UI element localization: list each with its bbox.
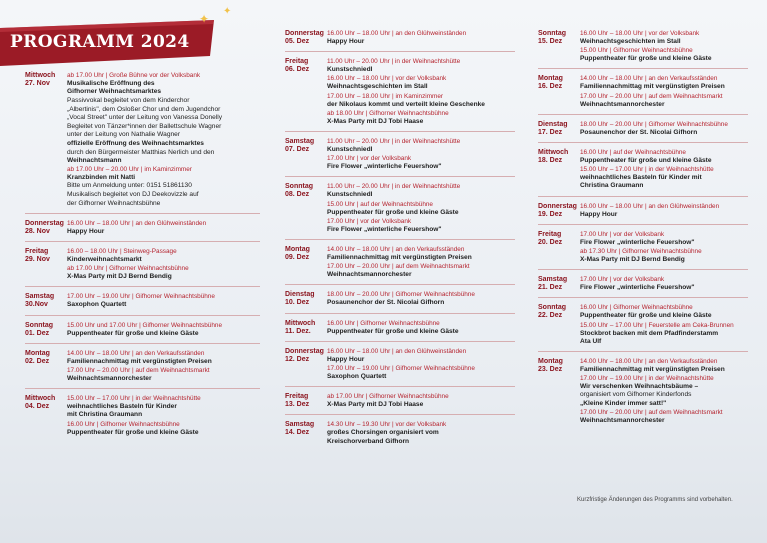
date-label: 22. Dez xyxy=(538,312,563,320)
date-label: 05. Dez xyxy=(285,38,310,45)
event-item xyxy=(67,97,260,122)
day-entry xyxy=(538,229,748,270)
event-text: Musikalische Eröffnung des xyxy=(67,80,155,87)
event-time-location: 16.00 Uhr – 18.00 Uhr | an den Glühweinständen xyxy=(327,30,467,37)
event-time-location: 11.00 Uhr – 20.00 Uhr | in der Weihnachtshütte xyxy=(327,138,461,146)
day-events xyxy=(580,30,748,64)
event-text: Puppentheater für große und kleine Gäste xyxy=(327,208,459,216)
event-item xyxy=(67,395,260,419)
event-text: Passivvokal begleitet von dem Kinderchor xyxy=(67,97,190,105)
event-item xyxy=(327,246,515,262)
day-date xyxy=(285,138,327,172)
event-text: Saxophon Quartett xyxy=(67,301,127,309)
event-time-location: ab 17.00 Uhr | Gifhorner Weihnachtsbühne xyxy=(67,265,189,273)
day-events xyxy=(67,322,260,339)
event-text: Weihnachtsmannorchester xyxy=(67,375,152,383)
event-text: Puppentheater für große und kleine Gäste xyxy=(67,329,199,337)
event-text: Posaunenchor der St. Nicolai Gifhorn xyxy=(327,299,445,307)
event-text: mit Christina Graumann xyxy=(67,411,143,419)
event-time-location: 14.00 Uhr – 18.00 Uhr | an den Verkaufsständen xyxy=(580,358,718,366)
day-entry xyxy=(285,56,515,132)
event-time-location: 14.00 Uhr – 18.00 Uhr | an den Verkaufsständen xyxy=(67,349,205,357)
day-events xyxy=(327,393,515,410)
event-item xyxy=(67,322,260,338)
event-text: unter der Leitung von Nathalie Wagner xyxy=(67,131,181,139)
event-text: Musikalisch begleitet von DJ Deekovizzle auf xyxy=(67,191,199,199)
event-item xyxy=(327,138,515,154)
event-text: Familiennachmittag mit vergünstigten Preisen xyxy=(327,254,472,262)
day-events xyxy=(580,304,748,347)
event-item xyxy=(580,231,748,247)
event-text: organisiert vom Gifhorner Kinderfonds xyxy=(580,391,692,399)
event-time-location: 17.00 Uhr – 20.00 Uhr | auf dem Weihnachtsmarkt xyxy=(327,263,470,271)
program-title: PROGRAMM 2024 xyxy=(10,32,190,52)
day-entry xyxy=(285,244,515,285)
event-text: „Albertinis", dem Osloßer Chor und dem Jugendchor xyxy=(67,105,221,113)
day-date xyxy=(538,304,580,347)
event-item xyxy=(67,123,260,139)
event-item xyxy=(327,75,515,91)
day-events xyxy=(327,348,515,382)
day-date xyxy=(285,183,327,235)
event-text: „Vocal Street" unter der Leitung von Vanessa Donelly xyxy=(67,113,223,121)
program-column-1 xyxy=(25,70,260,446)
day-date xyxy=(538,203,580,220)
date-label: 10. Dez xyxy=(285,299,310,307)
event-text: Puppentheater für große und kleine Gäste xyxy=(580,157,712,165)
event-time-location: 16.00 Uhr – 18.00 Uhr | vor der Volksbank xyxy=(580,30,700,37)
event-item xyxy=(580,75,748,91)
day-events xyxy=(67,72,260,209)
event-text: X-Mas Party mit DJ Tobi Haase xyxy=(327,401,424,409)
event-item xyxy=(67,140,260,165)
day-entry xyxy=(25,291,260,315)
day-date xyxy=(538,30,580,64)
event-item xyxy=(67,265,260,281)
weekday-label: Dienstag xyxy=(285,291,315,299)
date-label: 27. Nov xyxy=(25,80,50,87)
day-date xyxy=(538,149,580,192)
event-time-location: 17.00 Uhr | vor der Volksbank xyxy=(580,276,665,284)
event-text: Weihnachtsmannorchester xyxy=(580,416,665,424)
event-time-location: 15.00 Uhr – 17.00 Uhr | Feuerstelle am Ceka-Brunnen xyxy=(580,321,734,329)
event-time-location: 17.00 Uhr – 20.00 Uhr | auf dem Weihnachtsmarkt xyxy=(580,92,723,100)
day-date xyxy=(538,231,580,265)
day-date xyxy=(285,30,327,47)
event-text: Fire Flower „winterliche Feuershow" xyxy=(580,238,695,246)
event-time-location: 17.00 Uhr | vor der Volksbank xyxy=(327,155,412,163)
day-date xyxy=(285,58,327,127)
event-item xyxy=(327,30,515,46)
day-events xyxy=(327,183,515,235)
event-text: großes Chorsingen organisiert vom xyxy=(327,429,439,437)
day-events xyxy=(580,149,748,192)
star-icon: ✦ xyxy=(223,6,232,17)
star-icon: ✦ xyxy=(199,12,210,26)
day-entry xyxy=(285,419,515,450)
date-label: 21. Dez xyxy=(538,284,563,292)
day-entry xyxy=(25,70,260,214)
day-events xyxy=(327,246,515,280)
weekday-label: Sonntag xyxy=(538,304,566,312)
event-time-location: 18.00 Uhr – 20.00 Uhr | Gifhorner Weihnachtsbühne xyxy=(327,291,475,299)
event-item xyxy=(327,320,515,336)
event-time-location: 17.00 Uhr – 19.00 Uhr | Gifhorner Weihnachtsbühne xyxy=(327,365,475,373)
day-date xyxy=(25,322,67,339)
event-time-location: 14.00 Uhr – 18.00 Uhr | an den Verkaufsständen xyxy=(580,75,718,83)
event-time-location: 16.00 Uhr – 18.00 Uhr | an den Glühweinständen xyxy=(580,202,720,210)
date-label: 02. Dez xyxy=(25,357,50,365)
date-label: 30.Nov xyxy=(25,301,48,309)
weekday-label: Samstag xyxy=(285,421,315,429)
event-time-location: 17.00 Uhr – 19.00 Uhr | Gifhorner Weihnachtsbühne xyxy=(67,293,215,301)
event-text: Fire Flower „winterliche Feuershow" xyxy=(580,284,695,292)
day-entry xyxy=(25,393,260,442)
event-item xyxy=(67,421,260,437)
event-time-location: 18.00 Uhr – 20.00 Uhr | Gifhorner Weihnachtsbühne xyxy=(580,120,728,128)
event-item xyxy=(580,358,748,374)
event-text: Happy Hour xyxy=(67,227,105,235)
event-item xyxy=(580,93,748,109)
event-text: Posaunenchor der St. Nicolai Gifhorn xyxy=(580,128,698,136)
day-entry xyxy=(285,391,515,415)
day-entry xyxy=(538,119,748,143)
day-date xyxy=(25,395,67,438)
event-text: durch den Bürgermeister Matthias Nerlich und den xyxy=(67,148,215,156)
event-item xyxy=(327,393,515,409)
event-time-location: 17.00 Uhr – 18.00 Uhr | im Kaminzimmer xyxy=(327,92,444,100)
event-item xyxy=(580,409,748,425)
day-entry xyxy=(538,356,748,430)
event-item xyxy=(327,348,515,364)
day-entry xyxy=(285,318,515,342)
day-events xyxy=(327,320,515,337)
day-events xyxy=(580,203,748,220)
event-text: Familiennachmittag mit vergünstigten Preisen xyxy=(580,83,725,91)
date-label: 01. Dez xyxy=(25,329,50,337)
event-text: „Kleine Kinder immer satt!" xyxy=(580,399,667,407)
event-text: Weihnachtsmannorchester xyxy=(580,100,665,108)
event-text: Fire Flower „winterliche Feuershow" xyxy=(327,163,442,171)
day-entry xyxy=(285,289,515,313)
day-events xyxy=(580,75,748,109)
event-text: X-Mas Party mit DJ Bernd Bendig xyxy=(580,256,685,264)
weekday-label: Sonntag xyxy=(25,321,53,329)
day-date xyxy=(538,121,580,138)
date-label: 15. Dez xyxy=(538,38,563,45)
event-time-location: 15.00 Uhr | auf der Weihnachtsbühne xyxy=(327,200,433,208)
event-text: Kinderweihnachtsmarkt xyxy=(67,256,142,264)
date-label: 29. Nov xyxy=(25,256,50,264)
day-entry xyxy=(538,147,748,197)
day-date xyxy=(25,248,67,282)
event-item xyxy=(580,322,748,346)
event-text: weihnachtliches Basteln für Kinder xyxy=(67,403,177,411)
event-time-location: 16.00 – 18.00 Uhr | Steinweg-Passage xyxy=(67,248,177,256)
weekday-label: Donnerstag xyxy=(25,219,64,227)
date-label: 11. Dez. xyxy=(285,327,311,335)
day-date xyxy=(25,72,67,209)
event-time-location: 11.00 Uhr – 20.00 Uhr | in der Weihnachtshütte xyxy=(327,58,461,66)
event-time-location: 17.00 Uhr | vor der Volksbank xyxy=(327,217,412,225)
date-label: 19. Dez xyxy=(538,210,563,218)
day-entry xyxy=(25,320,260,344)
event-text: der Gifhorner Weihnachtsbühne xyxy=(67,199,161,207)
event-text: Familiennachmittag mit vergünstigten Preisen xyxy=(67,357,212,365)
event-text: Kunstschniedl xyxy=(327,146,373,154)
event-item xyxy=(67,166,260,190)
date-label: 07. Dez xyxy=(285,146,310,154)
weekday-label: Samstag xyxy=(25,293,55,301)
event-item xyxy=(580,47,748,63)
weekday-label: Donnerstag xyxy=(285,30,324,37)
program-column-2 xyxy=(285,28,515,455)
date-label: 13. Dez xyxy=(285,401,310,409)
weekday-label: Donnerstag xyxy=(538,202,577,210)
event-text: Happy Hour xyxy=(327,38,365,45)
event-time-location: ab 17.00 Uhr | Gifhorner Weihnachtsbühne xyxy=(327,393,449,401)
event-text: Kunstschniedl xyxy=(327,191,373,199)
weekday-label: Samstag xyxy=(285,138,315,146)
event-text: Saxophon Quartett xyxy=(327,373,387,381)
event-time-location: 15.00 Uhr | Gifhorner Weihnachtsbühne xyxy=(580,47,693,55)
weekday-label: Montag xyxy=(538,358,563,366)
event-item xyxy=(327,201,515,217)
day-date xyxy=(285,348,327,382)
event-time-location: ab 17.30 Uhr | Gifhorner Weihnachtsbühne xyxy=(580,248,702,256)
date-label: 04. Dez xyxy=(25,403,50,411)
event-time-location: 15.00 Uhr und 17.00 Uhr | Gifhorner Weihnachtsbühne xyxy=(67,321,223,329)
date-label: 12. Dez xyxy=(285,355,310,363)
event-text: Puppentheater für große und kleine Gäste xyxy=(580,55,712,63)
weekday-label: Montag xyxy=(538,75,563,83)
event-time-location: ab 18.00 Uhr | Gifhorner Weihnachtsbühne xyxy=(327,109,449,117)
program-column-3 xyxy=(538,28,748,434)
weekday-label: Freitag xyxy=(538,230,562,238)
day-events xyxy=(327,58,515,127)
event-item xyxy=(327,58,515,74)
date-label: 28. Nov xyxy=(25,227,50,235)
event-item xyxy=(327,155,515,171)
day-entry xyxy=(538,28,748,69)
event-time-location: ab 17.00 Uhr | Große Bühne vor der Volksbank xyxy=(67,72,201,79)
event-text: Puppentheater für große und kleine Gäste xyxy=(580,312,712,320)
event-time-location: 16.00 Uhr – 18.00 Uhr | vor der Volksbank xyxy=(327,75,447,83)
day-entry xyxy=(538,274,748,298)
event-text: X-Mas Party mit DJ Bernd Bendig xyxy=(67,273,172,281)
event-time-location: 16.00 Uhr | Gifhorner Weihnachtsbühne xyxy=(327,319,440,327)
date-label: 18. Dez xyxy=(538,157,563,165)
day-events xyxy=(327,291,515,308)
date-label: 17. Dez xyxy=(538,128,563,136)
event-text: X-Mas Party mit DJ Tobi Haase xyxy=(327,117,424,125)
event-text: Ata Ulf xyxy=(580,337,602,345)
weekday-label: Mittwoch xyxy=(25,395,56,403)
event-item xyxy=(67,191,260,207)
day-date xyxy=(538,276,580,293)
event-text: Weihnachtsgeschichten im Stall xyxy=(327,83,428,91)
event-time-location: 16.00 Uhr | Gifhorner Weihnachtsbühne xyxy=(580,304,693,312)
date-label: 14. Dez xyxy=(285,429,310,437)
weekday-label: Sonntag xyxy=(285,183,313,191)
event-text: Puppentheater für große und kleine Gäste xyxy=(67,428,199,436)
event-item xyxy=(67,293,260,309)
event-item xyxy=(580,304,748,320)
weekday-label: Montag xyxy=(25,349,50,357)
weekday-label: Freitag xyxy=(285,393,309,401)
event-time-location: 17.00 Uhr – 19.00 Uhr | in der Weihnachtshütte xyxy=(580,375,714,383)
event-item xyxy=(580,121,748,137)
day-events xyxy=(580,231,748,265)
day-events xyxy=(327,421,515,446)
day-entry xyxy=(285,136,515,177)
day-date xyxy=(25,220,67,237)
event-text: Weihnachtsmannorchester xyxy=(327,271,412,279)
day-events xyxy=(580,358,748,426)
day-entry xyxy=(538,73,748,114)
event-item xyxy=(327,93,515,109)
event-item xyxy=(327,291,515,307)
event-time-location: 17.00 Uhr | vor der Volksbank xyxy=(580,230,665,238)
event-item xyxy=(67,350,260,366)
day-events xyxy=(327,138,515,172)
date-label: 08. Dez xyxy=(285,191,310,199)
event-text: Kunstschniedl xyxy=(327,66,373,74)
event-item xyxy=(580,30,748,46)
event-text: weihnachtliches Basteln für Kinder mit xyxy=(580,174,702,182)
day-events xyxy=(67,293,260,310)
day-entry xyxy=(538,201,748,225)
event-item xyxy=(580,149,748,165)
title-banner xyxy=(0,6,232,66)
day-events xyxy=(67,220,260,237)
event-text: Weihnachtsgeschichten im Stall xyxy=(580,38,681,45)
event-time-location: 14.30 Uhr – 19.30 Uhr | vor der Volksbank xyxy=(327,421,447,429)
date-label: 20. Dez xyxy=(538,238,563,246)
event-item xyxy=(67,220,260,236)
event-text: Weihnachtsmann xyxy=(67,156,122,164)
weekday-label: Dienstag xyxy=(538,120,568,128)
footnote: Kurzfristige Änderungen des Programms sind vorbehalten. xyxy=(577,497,733,503)
event-text: Begleitet von Tänzer*innen der Ballettschule Wagner xyxy=(67,123,222,131)
event-time-location: 16.00 Uhr – 18.00 Uhr | an den Glühweinständen xyxy=(67,219,207,227)
weekday-label: Donnerstag xyxy=(285,347,324,355)
event-time-location: 11.00 Uhr – 20.00 Uhr | in der Weihnachtshütte xyxy=(327,183,461,191)
event-item xyxy=(67,72,260,96)
event-text: Happy Hour xyxy=(327,355,365,363)
day-events xyxy=(580,276,748,293)
event-text: Kreischorverband Gifhorn xyxy=(327,437,410,445)
weekday-label: Freitag xyxy=(285,58,309,66)
event-item xyxy=(67,367,260,383)
weekday-label: Freitag xyxy=(25,248,49,256)
day-entry xyxy=(285,28,515,52)
day-date xyxy=(285,393,327,410)
day-entry xyxy=(25,218,260,242)
date-label: 09. Dez xyxy=(285,254,310,262)
event-item xyxy=(580,276,748,292)
event-item xyxy=(327,365,515,381)
event-text: Puppentheater für große und kleine Gäste xyxy=(327,327,459,335)
event-item xyxy=(327,110,515,126)
day-date xyxy=(25,350,67,384)
date-label: 23. Dez xyxy=(538,366,563,374)
day-entry xyxy=(285,346,515,387)
weekday-label: Sonntag xyxy=(538,30,566,37)
day-date xyxy=(285,320,327,337)
event-text: Kranzbinden mit Natti xyxy=(67,174,136,182)
day-entry xyxy=(25,348,260,389)
event-text: Fire Flower „winterliche Feuershow" xyxy=(327,225,442,233)
event-item xyxy=(580,203,748,219)
day-events xyxy=(67,395,260,438)
event-text: offizielle Eröffnung des Weihnachtsmarktes xyxy=(67,140,204,148)
event-time-location: 16.00 Uhr | Gifhorner Weihnachtsbühne xyxy=(67,420,180,428)
event-time-location: 17.00 Uhr – 20.00 Uhr | auf dem Weihnachtsmarkt xyxy=(580,408,723,416)
event-item xyxy=(327,421,515,445)
weekday-label: Mittwoch xyxy=(25,72,56,79)
event-item xyxy=(580,375,748,408)
weekday-label: Samstag xyxy=(538,276,568,284)
day-entry xyxy=(285,181,515,240)
event-text: Familiennachmittag mit vergünstigten Preisen xyxy=(580,366,725,374)
event-text: Christina Graumann xyxy=(580,182,644,190)
event-time-location: 17.00 Uhr – 20.00 Uhr | auf dem Weihnachtsmarkt xyxy=(67,367,210,375)
event-time-location: 16.00 Uhr | auf der Weihnachtsbühne xyxy=(580,149,686,157)
event-time-location: 16.00 Uhr – 18.00 Uhr | an den Glühweinständen xyxy=(327,347,467,355)
event-item xyxy=(327,183,515,199)
day-date xyxy=(538,75,580,109)
day-events xyxy=(580,121,748,138)
event-time-location: 14.00 Uhr – 18.00 Uhr | an den Verkaufsständen xyxy=(327,246,465,254)
event-text: Gifhorner Weihnachtsmarktes xyxy=(67,88,162,96)
day-entry xyxy=(25,246,260,287)
day-date xyxy=(285,291,327,308)
event-item xyxy=(327,218,515,234)
day-events xyxy=(67,248,260,282)
day-events xyxy=(327,30,515,47)
event-text: Happy Hour xyxy=(580,210,618,218)
day-date xyxy=(538,358,580,426)
day-date xyxy=(25,293,67,310)
event-item xyxy=(327,263,515,279)
event-text: Stockbrot backen mit dem Pfadfinderstamm xyxy=(580,329,719,337)
event-time-location: 15.00 Uhr – 17.00 Uhr | in der Weihnachtshütte xyxy=(580,166,714,174)
weekday-label: Mittwoch xyxy=(538,149,569,157)
event-time-location: ab 17.00 Uhr – 20.00 Uhr | im Kaminzimmer xyxy=(67,166,192,174)
event-item xyxy=(67,248,260,264)
event-item xyxy=(580,166,748,190)
event-item xyxy=(580,248,748,264)
day-entry xyxy=(538,302,748,352)
weekday-label: Mittwoch xyxy=(285,319,316,327)
day-events xyxy=(67,350,260,384)
weekday-label: Montag xyxy=(285,246,310,254)
date-label: 06. Dez xyxy=(285,66,310,74)
date-label: 16. Dez xyxy=(538,83,563,91)
event-text: der Nikolaus kommt und verteilt kleine Geschenke xyxy=(327,100,485,108)
event-text: Wir verschenken Weihnachtsbäume – xyxy=(580,383,699,391)
day-date xyxy=(285,421,327,446)
event-text: Bitte um Anmeldung unter: 0151 51861130 xyxy=(67,182,192,190)
day-date xyxy=(285,246,327,280)
event-time-location: 15.00 Uhr – 17.00 Uhr | in der Weihnachtshütte xyxy=(67,395,201,403)
